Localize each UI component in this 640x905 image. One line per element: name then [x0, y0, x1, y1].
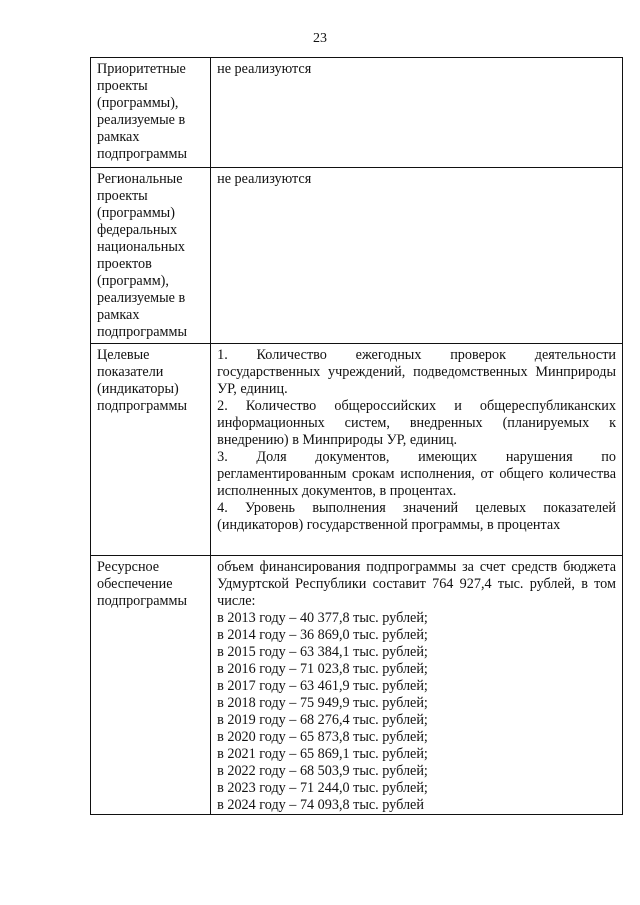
- funding-year-line: в 2023 году – 71 244,0 тыс. рублей;: [217, 780, 428, 796]
- funding-year-line: в 2015 году – 63 384,1 тыс. рублей;: [217, 644, 428, 660]
- row-label-resources: Ресурсное обеспечение подпрограммы: [91, 556, 211, 815]
- funding-year-line: в 2014 году – 36 869,0 тыс. рублей;: [217, 627, 428, 643]
- funding-intro: объем финансирования подпрограммы за счет средств бюджета Удмуртской Республики составит 764 927,4 тыс. рублей, в том числе:: [217, 559, 616, 609]
- funding-year-line: в 2016 году – 71 023,8 тыс. рублей;: [217, 661, 428, 677]
- table-row-target-indicators: [91, 344, 623, 556]
- table-row-resources: [91, 556, 623, 815]
- funding-year-line: в 2022 году – 68 503,9 тыс. рублей;: [217, 763, 428, 779]
- funding-year-line: в 2020 году – 65 873,8 тыс. рублей;: [217, 729, 428, 745]
- row-value-priority-projects: не реализуются: [211, 58, 623, 168]
- subprogram-passport-table: [90, 57, 623, 815]
- table-row-priority-projects: [91, 58, 623, 168]
- funding-year-line: в 2017 году – 63 461,9 тыс. рублей;: [217, 678, 428, 694]
- row-value-target-indicators: [211, 344, 623, 556]
- indicator-item: 2. Количество общероссийских и общереспубликанских информационных систем, внедренных (планируемых к внедрению) в Минприроды УР, единиц.: [217, 398, 616, 448]
- row-label-priority-projects: Приоритетные проекты (программы), реализуемые в рамках подпрограммы: [91, 58, 211, 168]
- row-label-regional-projects: Региональные проекты (программы) федеральных национальных проектов (программ), реализуемые в рамках подпрограммы: [91, 168, 211, 344]
- row-label-target-indicators: Целевые показатели (индикаторы) подпрограммы: [91, 344, 211, 556]
- funding-year-line: в 2018 году – 75 949,9 тыс. рублей;: [217, 695, 428, 711]
- page-number: 23: [313, 31, 327, 46]
- indicator-item: 3. Доля документов, имеющих нарушения по регламентированным срокам исполнения, от общего количества исполненных документов, в процентах.: [217, 449, 616, 499]
- row-value-regional-projects: не реализуются: [211, 168, 623, 344]
- indicator-item: 4. Уровень выполнения значений целевых показателей (индикаторов) государственной программы, в процентах: [217, 500, 616, 533]
- funding-year-line: в 2024 году – 74 093,8 тыс. рублей: [217, 797, 424, 813]
- funding-year-line: в 2021 году – 65 869,1 тыс. рублей;: [217, 746, 428, 762]
- row-value-resources: [211, 556, 623, 815]
- funding-year-line: в 2013 году – 40 377,8 тыс. рублей;: [217, 610, 428, 626]
- indicator-item: 1. Количество ежегодных проверок деятельности государственных учреждений, подведомственных Минприроды УР, единиц.: [217, 347, 616, 397]
- funding-year-line: в 2019 году – 68 276,4 тыс. рублей;: [217, 712, 428, 728]
- table-row-regional-projects: [91, 168, 623, 344]
